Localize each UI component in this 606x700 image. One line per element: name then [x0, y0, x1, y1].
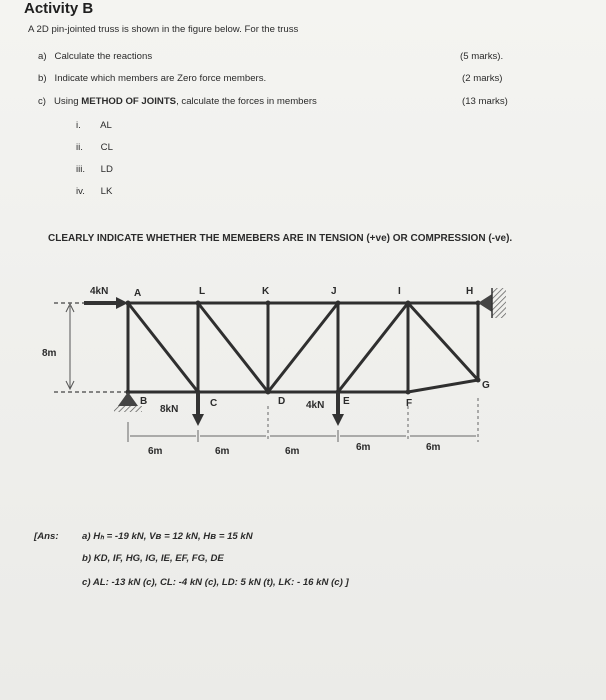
member-item-2-name: CL — [100, 142, 113, 153]
question-c-letter: c) — [38, 96, 46, 107]
member-ei — [338, 303, 408, 392]
member-ig — [408, 303, 478, 380]
member-item-3-name: LD — [100, 164, 113, 175]
answer-label: [Ans: — [34, 531, 59, 542]
question-a — [38, 51, 152, 62]
pin-support-b — [118, 392, 138, 406]
question-c-text-suffix: , calculate the forces in members — [176, 96, 317, 107]
joint-i — [406, 301, 411, 306]
load-c-label: 8kN — [160, 404, 179, 415]
member-fg — [408, 380, 478, 392]
node-label-l: L — [199, 286, 206, 297]
question-b-letter: b) — [38, 73, 47, 84]
node-label-g: G — [482, 380, 490, 391]
question-b-marks: (2 marks) — [462, 73, 503, 84]
joint-g — [476, 378, 481, 383]
node-label-b: B — [140, 396, 148, 407]
span-label-2: 6m — [215, 446, 230, 457]
question-c-text-bold: METHOD OF JOINTS — [81, 96, 177, 107]
intro-text: A 2D pin-jointed truss is shown in the figure below. For the truss — [28, 24, 299, 35]
member-dj — [268, 303, 338, 392]
member-ld — [198, 303, 268, 392]
node-label-k: K — [262, 286, 270, 297]
member-item-2 — [76, 142, 113, 153]
wall-hatch — [492, 288, 506, 318]
question-b — [38, 73, 266, 84]
node-label-d: D — [278, 396, 286, 407]
answer-c: c) AL: -13 kN (c), CL: -4 kN (c), LD: 5 kN (t), LK: - 16 kN (c) ] — [82, 577, 349, 588]
node-label-h: H — [466, 286, 474, 297]
member-item-4 — [76, 186, 112, 197]
height-label: 8m — [42, 348, 57, 359]
span-label-3: 6m — [285, 446, 300, 457]
question-a-letter: a) — [38, 51, 47, 62]
node-label-j: J — [331, 286, 337, 297]
span-label-4: 6m — [356, 442, 371, 453]
question-a-text: Calculate the reactions — [54, 51, 153, 62]
question-b-text: Indicate which members are Zero force members. — [54, 73, 267, 84]
node-label-c: C — [210, 398, 218, 409]
joint-k — [266, 301, 271, 306]
ground-hatch-b — [114, 406, 142, 412]
joint-l — [196, 301, 201, 306]
span-label-5: 6m — [426, 442, 441, 453]
load-a-arrow-head — [116, 297, 128, 309]
member-item-2-num: ii. — [76, 142, 83, 153]
member-item-1-name: AL — [100, 120, 112, 131]
answer-b: b) KD, IF, HG, IG, IE, EF, FG, DE — [82, 553, 224, 564]
pin-support-h — [478, 294, 492, 312]
instruction-text: CLEARLY INDICATE WHETHER THE MEMEBERS ARE IN TENSION (+ve) OR COMPRESSION (-ve). — [48, 233, 513, 244]
member-item-3 — [76, 164, 113, 175]
load-c-arrow-head — [192, 414, 204, 426]
member-item-4-name: LK — [100, 186, 113, 197]
member-item-1-num: i. — [76, 120, 81, 131]
question-c-text-prefix: Using — [54, 96, 82, 107]
truss-diagram — [0, 270, 606, 470]
load-e-arrow-head — [332, 414, 344, 426]
joint-d — [266, 390, 271, 395]
span-label-1: 6m — [148, 446, 163, 457]
joint-j — [336, 301, 341, 306]
question-c — [38, 96, 317, 107]
load-e-label: 4kN — [306, 400, 325, 411]
node-label-f: F — [406, 398, 413, 409]
activity-title: Activity B — [24, 0, 94, 17]
member-ac — [128, 303, 198, 392]
member-item-1 — [76, 120, 112, 131]
member-item-3-num: iii. — [76, 164, 86, 175]
answer-a: a) Hₕ = -19 kN, Vʙ = 12 kN, Hʙ = 15 kN — [82, 531, 253, 542]
question-a-marks: (5 marks). — [460, 51, 504, 62]
node-label-a: A — [134, 288, 142, 299]
load-a-label: 4kN — [90, 286, 109, 297]
member-item-4-num: iv. — [76, 186, 85, 197]
node-label-e: E — [343, 396, 350, 407]
joint-f — [406, 390, 411, 395]
question-c-marks: (13 marks) — [462, 96, 508, 107]
node-label-i: I — [398, 286, 401, 297]
